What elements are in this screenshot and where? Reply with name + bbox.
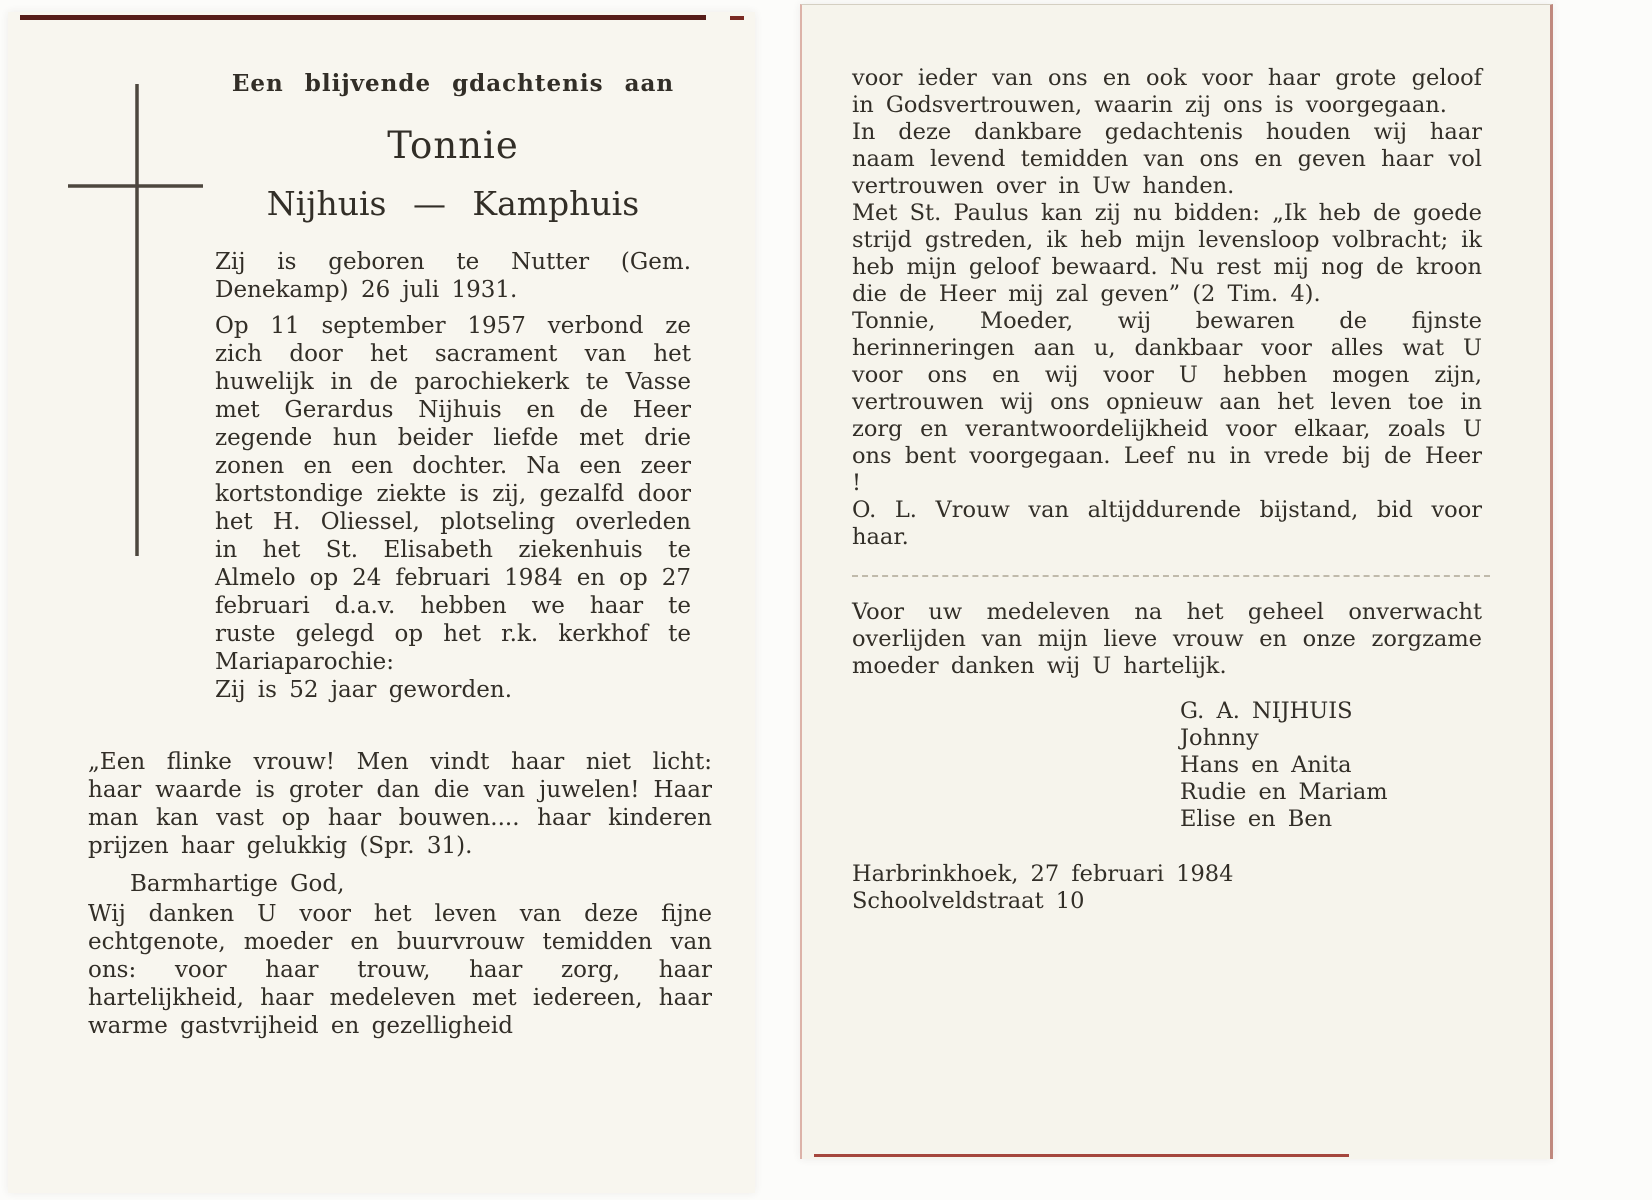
proverb-quote: „Een flinke vrouw! Men vindt haar niet licht: haar waarde is groter dan die van juwelen! Haar man kan vast op haar bouwen.... haar kinderen prijzen haar gelukkig (Spr. 31). [88, 749, 712, 859]
continuation-paragraph: Tonnie, Moeder, wij bewaren de fijnste herinneringen aan u, dankbaar voor alles wat U voor ons en wij voor U hebben mogen zijn, vertrouwen wij ons opnieuw aan het leven toe in zorg en verantwoordelijkheid voor elkaar, zoals U ons bent voorgegaan. Leef nu in vrede bij de Heer ! [852, 308, 1482, 496]
continuation-paragraph: In deze dankbare gedachtenis houden wij haar naam levend temidden van ons en geven haar vol vertrouwen over in Uw handen. [852, 119, 1482, 199]
left-page-upper-column [215, 70, 691, 704]
prayer-paragraph: Wij danken U voor het leven van deze fijne echtgenote, moeder en buurvrouw temidden van ons: voor haar trouw, haar zorg, haar hartelijkheid, haar medeleven met iedereen, haar warme gastvrijheid en gezelligheid [88, 901, 712, 1039]
right-page-column [852, 65, 1482, 915]
signature-family-head: G. A. NIJHUIS [1180, 698, 1353, 724]
left-page [8, 12, 755, 1193]
life-story-paragraph: Op 11 september 1957 verbond ze zich door het sacrament van het huwelijk in de parochiekerk te Vasse met Gerardus Nijhuis en de Heer zegende hun beider liefde met drie zonen en een dochter. Na een zeer kortstondige ziekte is zij, gezalfd door het H. Oliessel, plotseling overleden in het St. Elisabeth ziekenhuis te Almelo op 24 februari 1984 en op 27 februari d.a.v. hebben we haar te ruste gelegd op het r.k. kerkhof te Mariaparochie: [215, 313, 691, 675]
age-line: Zij is 52 jaar geworden. [215, 677, 513, 703]
address-line: Schoolveldstraat 10 [852, 888, 1085, 914]
signature-child: Elise en Ben [1180, 806, 1333, 832]
continuation-paragraph: voor ieder van ons en ook voor haar grote geloof in Godsvertrouwen, waarin zij ons is voorgegaan. [852, 65, 1482, 118]
bottom-red-border-line [814, 1154, 1349, 1157]
continuation-paragraph: Met St. Paulus kan zij nu bidden: „Ik heb de goede strijd gstreden, ik heb mijn levensloop volbracht; ik heb mijn geloof bewaard. Nu rest mij nog de kroon die de Heer mij zal geven” (2 Tim. 4). [852, 200, 1482, 307]
left-page-lower-column [88, 748, 712, 1040]
prayer-heading: Barmhartige God, [130, 871, 345, 897]
signature-child: Rudie en Mariam [1180, 779, 1388, 805]
thanks-paragraph: Voor uw medeleven na het geheel onverwacht overlijden van mijn lieve vrouw en onze zorgzame moeder danken wij U hartelijk. [852, 599, 1482, 679]
top-red-border-mark [730, 16, 744, 20]
invocation-paragraph: O. L. Vrouw van altijddurende bijstand, bid voor haar. [852, 497, 1482, 550]
right-page [800, 4, 1553, 1159]
birth-paragraph: Zij is geboren te Nutter (Gem. Denekamp) 26 juli 1931. [215, 249, 691, 303]
place-date-line: Harbrinkhoek, 27 februari 1984 [852, 861, 1234, 887]
cross-icon [63, 80, 213, 560]
signature-child: Johnny [1180, 725, 1259, 751]
signature-block [1180, 698, 1482, 833]
signature-child: Hans en Anita [1180, 752, 1352, 778]
memorial-line: Een blijvende gdachtenis aan [231, 70, 675, 97]
dashed-separator [852, 575, 1490, 577]
deceased-first-name: Tonnie [387, 124, 519, 167]
deceased-family-name: Nijhuis — Kamphuis [266, 184, 640, 223]
top-red-border-line [20, 15, 706, 20]
footer-block [852, 861, 1482, 915]
